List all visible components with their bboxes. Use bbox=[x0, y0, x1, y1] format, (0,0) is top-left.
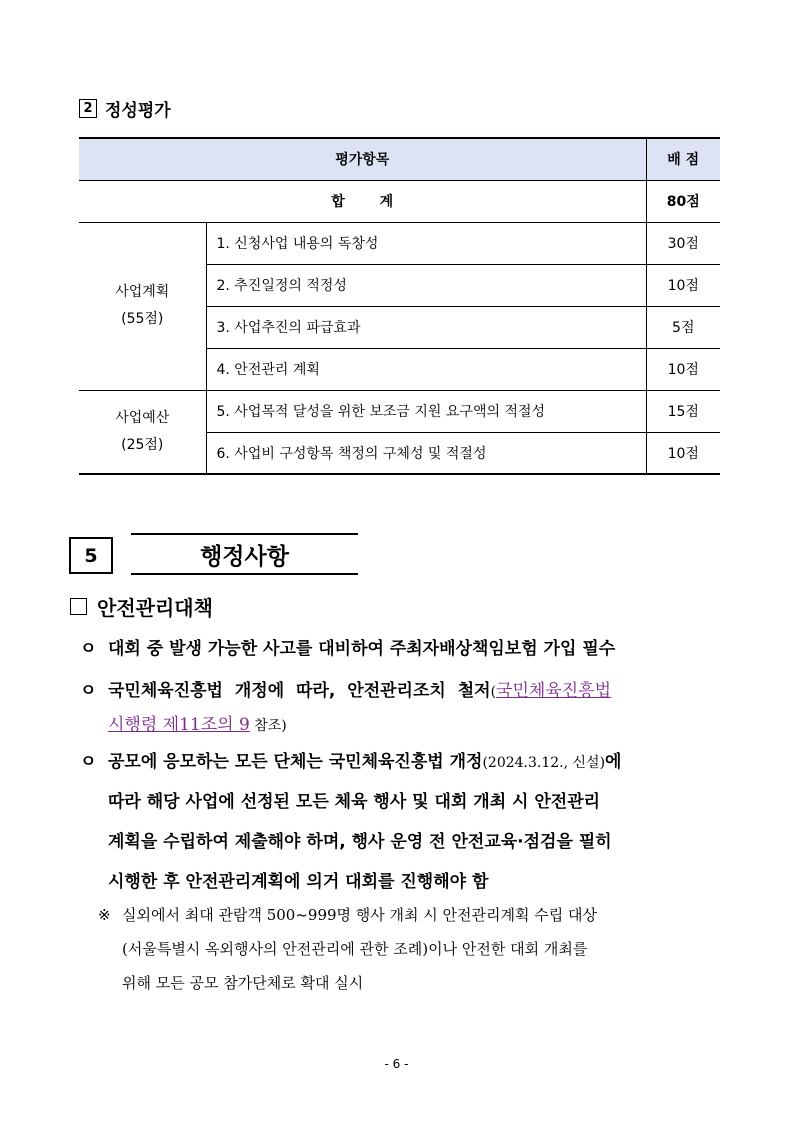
reference-mark-icon: ※ bbox=[98, 906, 111, 924]
bullet-line: 시행령 제11조의 9 참조) bbox=[108, 715, 287, 735]
header-score: 배 점 bbox=[646, 138, 720, 180]
evaluation-table bbox=[79, 137, 720, 475]
safety-heading bbox=[70, 592, 213, 621]
table-header-row bbox=[79, 138, 720, 180]
checkbox-square-icon bbox=[70, 598, 87, 615]
table-row bbox=[79, 390, 720, 432]
group-plan: 사업계획 (55점) bbox=[79, 222, 206, 390]
item-cell: 5. 사업목적 달성을 위한 보조금 지원 요구액의 적절성 bbox=[206, 390, 646, 432]
total-row bbox=[79, 180, 720, 222]
score-cell: 10점 bbox=[646, 348, 720, 390]
section-5-title: 행정사항 bbox=[131, 533, 358, 575]
score-cell: 30점 bbox=[646, 222, 720, 264]
bullet-line: 시행한 후 안전관리계획에 의거 대회를 진행해야 함 bbox=[108, 872, 489, 892]
item-cell: 3. 사업추진의 파급효과 bbox=[206, 306, 646, 348]
section-5-number: 5 bbox=[69, 537, 113, 574]
header-item: 평가항목 bbox=[79, 138, 646, 180]
safety-heading-text: 안전관리대책 bbox=[97, 596, 213, 620]
item-cell: 6. 사업비 구성항목 책정의 구체성 및 적절성 bbox=[206, 432, 646, 474]
note-line: 실외에서 최대 관람객 500~999명 행사 개최 시 안전관리계획 수립 대상 bbox=[122, 906, 597, 924]
score-cell: 5점 bbox=[646, 306, 720, 348]
section-number-box: 2 bbox=[79, 99, 97, 118]
page-number: - 6 - bbox=[384, 1057, 409, 1071]
score-cell: 10점 bbox=[646, 432, 720, 474]
bullet-line: 따라 해당 사업에 선정된 모든 체육 행사 및 대회 개최 시 안전관리 bbox=[108, 792, 601, 812]
note-line: (서울특별시 옥외행사의 안전관리에 관한 조례)이나 안전한 대회 개최를 bbox=[122, 940, 588, 958]
law-link-2[interactable]: 시행령 제11조의 9 bbox=[108, 715, 250, 735]
bullet-line: 국민체육진흥법 개정에 따라, 안전관리조치 철저(국민체육진흥법 bbox=[108, 681, 612, 701]
section-2-heading bbox=[79, 96, 171, 121]
bullet-icon: ㅇ bbox=[80, 639, 97, 659]
group-budget: 사업예산 (25점) bbox=[79, 390, 206, 474]
table-row bbox=[79, 222, 720, 264]
note-line: 위해 모든 공모 참가단체로 확대 실시 bbox=[122, 974, 364, 992]
law-link-1[interactable]: 국민체육진흥법 bbox=[496, 681, 612, 701]
bullet-line: 계획을 수립하여 제출해야 하며, 행사 운영 전 안전교육·점검을 필히 bbox=[108, 832, 612, 852]
score-cell: 10점 bbox=[646, 264, 720, 306]
bullet-line: 공모에 응모하는 모든 단체는 국민체육진흥법 개정(2024.3.12., 신설)에 bbox=[108, 752, 622, 772]
item-cell: 2. 추진일정의 적정성 bbox=[206, 264, 646, 306]
bullet-text: 대회 중 발생 가능한 사고를 대비하여 주최자배상책임보험 가입 필수 bbox=[108, 639, 616, 659]
total-score: 80점 bbox=[646, 180, 720, 222]
section-2-title: 정성평가 bbox=[105, 101, 171, 121]
bullet-icon: ㅇ bbox=[80, 752, 97, 772]
score-cell: 15점 bbox=[646, 390, 720, 432]
bullet-icon: ㅇ bbox=[80, 681, 97, 701]
item-cell: 4. 안전관리 계획 bbox=[206, 348, 646, 390]
total-label: 합 계 bbox=[79, 180, 646, 222]
item-cell: 1. 신청사업 내용의 독창성 bbox=[206, 222, 646, 264]
